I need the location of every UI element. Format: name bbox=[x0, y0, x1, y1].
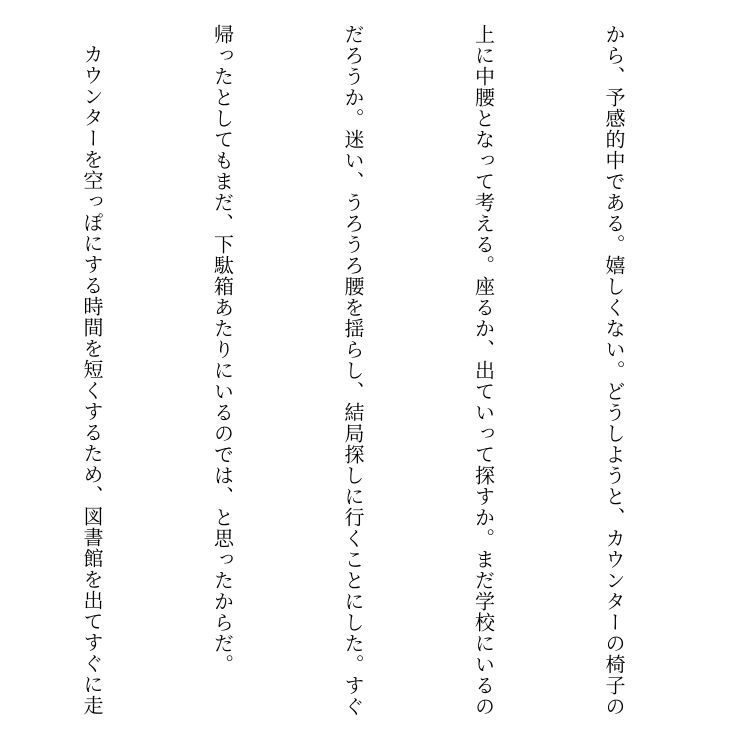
text-line: から、予感的中である。嬉しくない。どうしようと、カウンターの椅子の bbox=[602, 24, 626, 717]
text-line: カウンターを空っぽにする時間を短くするため、図書館を出てすぐに走 bbox=[80, 44, 104, 716]
text-line: だろうか。迷い、うろうろ腰を揺らし、結局探しに行くことにした。すぐ bbox=[341, 24, 365, 717]
vertical-text-body bbox=[22, 24, 722, 734]
text-line: 帰ったとしてもまだ、下駄箱あたりにいるのでは、と思ったからだ。 bbox=[210, 24, 235, 675]
text-line: 上に中腰となって考える。座るか、出ていって探すか。まだ学校にいるの bbox=[471, 24, 496, 717]
